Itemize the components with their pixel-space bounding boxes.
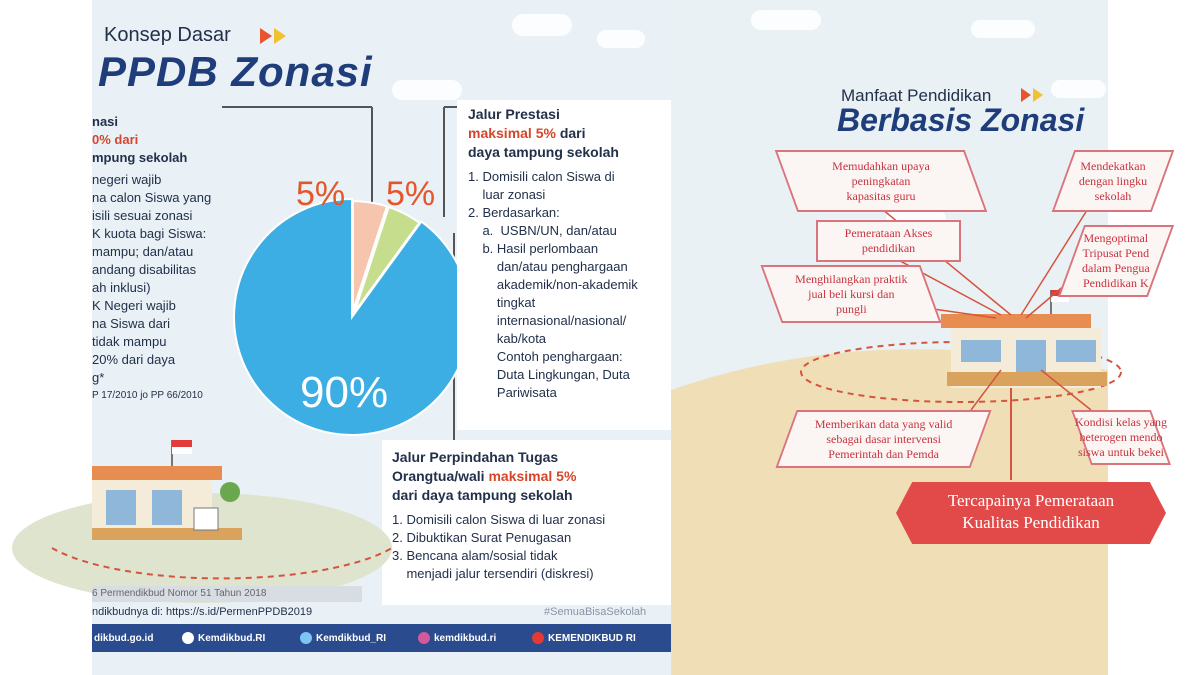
benefit-box-heterogen bbox=[1071, 410, 1171, 465]
perpindahan-heading-mid: Orangtua/wali bbox=[392, 468, 489, 484]
benefit-box-akses bbox=[816, 220, 961, 262]
manfaat-zonasi-panel bbox=[671, 0, 1167, 675]
prestasi-quota: maksimal 5% bbox=[468, 125, 556, 141]
footer-website-label: dikbud.go.id bbox=[94, 632, 154, 644]
play-arrows-icon bbox=[1021, 88, 1049, 102]
right-title: Berbasis Zonasi bbox=[837, 102, 1085, 138]
prestasi-item: b. Hasil perlombaan bbox=[468, 241, 599, 256]
benefit-lingkungan-text: Mendekatkan dengan lingku sekolah bbox=[1078, 158, 1148, 203]
prestasi-item: Contoh penghargaan: bbox=[468, 349, 623, 364]
prestasi-item: kab/kota bbox=[468, 331, 547, 346]
prestasi-item: a. USBN/UN, dan/atau bbox=[468, 223, 617, 238]
footer-website[interactable] bbox=[94, 626, 153, 650]
source-note: 6 Permendikbud Nomor 51 Tahun 2018 bbox=[92, 586, 362, 602]
pie-label-zonasi: 90% bbox=[300, 368, 389, 417]
jalur-zonasi-text bbox=[92, 113, 242, 405]
prestasi-item: akademik/non-akademik bbox=[468, 277, 638, 292]
left-title: PPDB Zonasi bbox=[98, 48, 373, 95]
prestasi-item: luar zonasi bbox=[468, 187, 546, 202]
perpindahan-quota: maksimal 5% bbox=[488, 468, 577, 484]
youtube-icon bbox=[532, 632, 544, 644]
left-subtitle: Konsep Dasar bbox=[104, 24, 231, 46]
result-text: Tercapainya Pemerataan Kualitas Pendidikan bbox=[947, 491, 1115, 532]
benefit-pungli-text: Menghilangkan praktik jual beli kursi dan pungli bbox=[794, 271, 908, 316]
zonasi-line: mampu; dan/atau bbox=[92, 244, 194, 259]
footer-facebook-label: Kemdikbud.RI bbox=[198, 632, 266, 644]
benefit-data-text: Memberikan data yang valid sebagai dasar intervensi Pemerintah dan Pemda bbox=[814, 416, 953, 461]
zonasi-line: 0% dari bbox=[92, 132, 139, 147]
footer-twitter-label: Kemdikbud_RI bbox=[316, 632, 387, 644]
zonasi-line: K Negeri wajib bbox=[92, 298, 176, 313]
benefit-box-data bbox=[775, 410, 991, 468]
hashtag: #SemuaBisaSekolah bbox=[544, 606, 647, 618]
footer-twitter[interactable] bbox=[300, 626, 386, 650]
prestasi-item: dan/atau penghargaan bbox=[468, 259, 628, 274]
benefit-tripusat-text: Mengoptimal Tripusat Pend dalam Pengua Pendidikan K bbox=[1082, 231, 1150, 290]
benefit-box-pungli bbox=[760, 265, 941, 323]
prestasi-heading-tail: daya tampung sekolah bbox=[468, 144, 619, 160]
zonasi-line: tidak mampu bbox=[92, 334, 167, 349]
instagram-icon bbox=[418, 632, 430, 644]
prestasi-item: 1. Domisili calon Siswa di bbox=[468, 169, 615, 184]
infographic-stage bbox=[92, 0, 1167, 675]
perpindahan-item: 3. Bencana alam/sosial tidak bbox=[392, 548, 558, 563]
footer-facebook[interactable] bbox=[182, 626, 265, 650]
zonasi-line: isili sesuai zonasi bbox=[92, 208, 193, 223]
benefit-akses-text: Pemerataan Akses pendidikan bbox=[844, 226, 933, 255]
pie-label-prestasi: 5% bbox=[296, 175, 346, 213]
footer-instagram[interactable] bbox=[418, 626, 496, 650]
pie-label-perpindahan: 5% bbox=[386, 175, 436, 213]
zonasi-line: mpung sekolah bbox=[92, 150, 188, 165]
perpindahan-heading: Jalur Perpindahan Tugas bbox=[392, 449, 559, 465]
footer-instagram-label: kemdikbud.ri bbox=[434, 632, 497, 644]
link-line: ndikbudnya di: https://s.id/PermenPPDB2019 bbox=[92, 606, 313, 618]
jalur-perpindahan-text bbox=[392, 448, 662, 583]
zonasi-line: 20% dari daya bbox=[92, 352, 176, 367]
twitter-icon bbox=[300, 632, 312, 644]
zonasi-line: andang disabilitas bbox=[92, 262, 197, 277]
school-illustration bbox=[92, 430, 372, 580]
prestasi-item: Duta Lingkungan, Duta bbox=[468, 367, 630, 382]
benefit-box-lingkungan bbox=[1052, 150, 1175, 212]
zonasi-line: nasi bbox=[92, 114, 119, 129]
benefit-box-guru bbox=[775, 150, 988, 212]
ppdb-zonasi-panel bbox=[92, 0, 671, 675]
perpindahan-heading-tail: dari daya tampung sekolah bbox=[392, 487, 573, 503]
benefit-heterogen-text: Kondisi kelas yang heterogen mendo siswa untuk bekei bbox=[1075, 415, 1167, 459]
prestasi-item: internasional/nasional/ bbox=[468, 313, 627, 328]
zonasi-line: ah inklusi) bbox=[92, 280, 151, 295]
zonasi-line: na Siswa dari bbox=[92, 316, 171, 331]
zonasi-line: negeri wajib bbox=[92, 172, 162, 187]
perpindahan-item: 1. Domisili calon Siswa di luar zonasi bbox=[392, 512, 606, 527]
perpindahan-item: menjadi jalur tersendiri (diskresi) bbox=[392, 566, 594, 581]
zonasi-line: K kuota bagi Siswa: bbox=[92, 226, 207, 241]
zonasi-line: g* bbox=[92, 370, 105, 385]
prestasi-heading: Jalur Prestasi bbox=[468, 106, 560, 122]
footer-youtube[interactable] bbox=[532, 626, 636, 650]
prestasi-item: 2. Berdasarkan: bbox=[468, 205, 560, 220]
facebook-icon bbox=[182, 632, 194, 644]
right-subtitle: Manfaat Pendidikan bbox=[841, 86, 992, 105]
prestasi-item: Pariwisata bbox=[468, 385, 557, 400]
benefit-guru-text: Memudahkan upaya peningkatan kapasitas guru bbox=[832, 158, 930, 203]
zonasi-line: na calon Siswa yang bbox=[92, 190, 212, 205]
jalur-prestasi-text bbox=[468, 105, 668, 402]
play-arrows-icon bbox=[260, 28, 292, 44]
zonasi-line: P 17/2010 jo PP 66/2010 bbox=[92, 390, 203, 401]
prestasi-heading-rest: dari bbox=[555, 125, 586, 141]
footer-youtube-label: KEMENDIKBUD RI bbox=[548, 632, 636, 644]
prestasi-item: tingkat bbox=[468, 295, 536, 310]
perpindahan-item: 2. Dibuktikan Surat Penugasan bbox=[392, 530, 572, 545]
